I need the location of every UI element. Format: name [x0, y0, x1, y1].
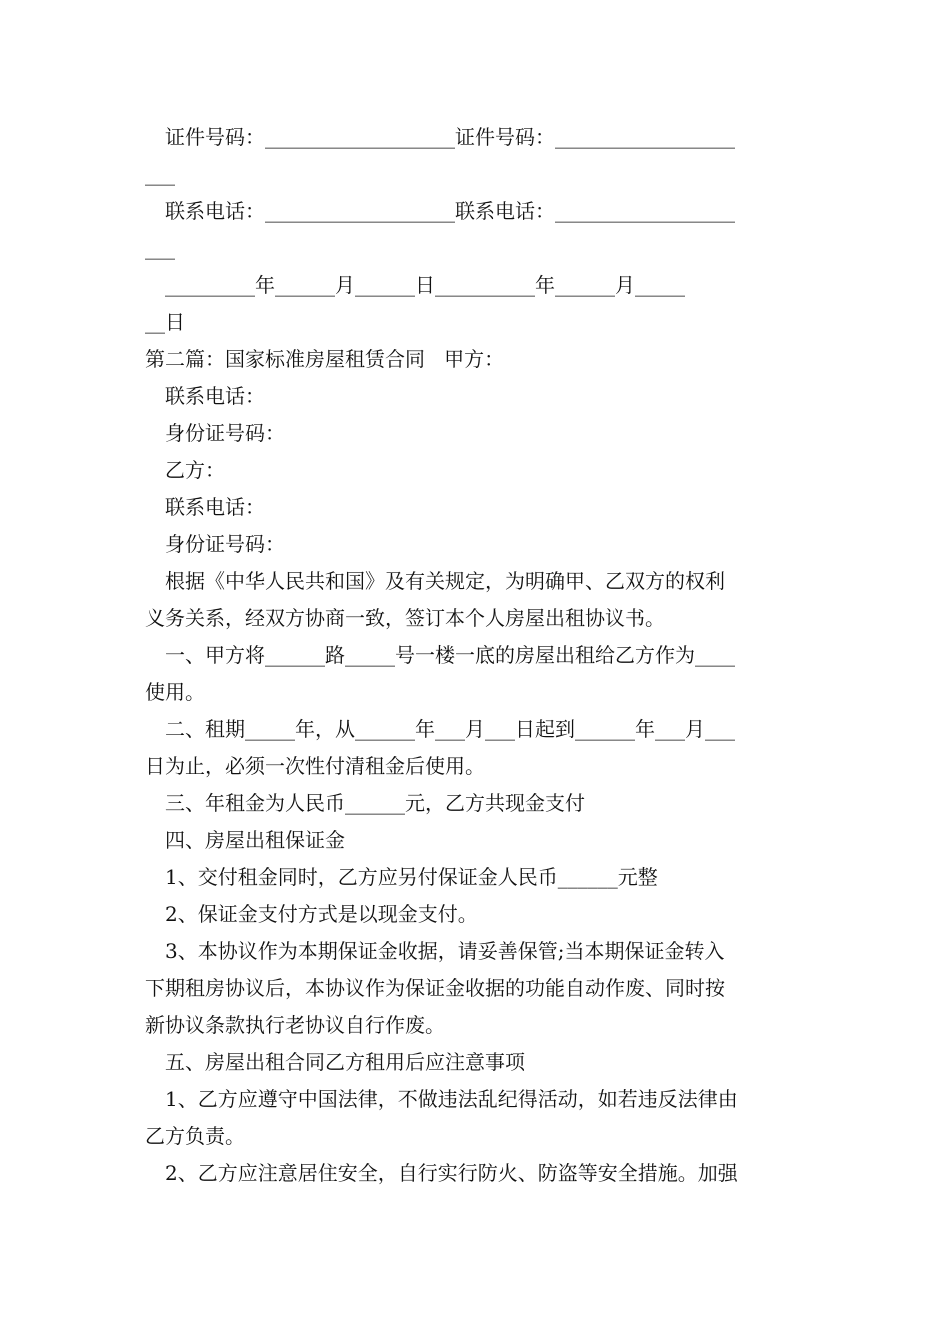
- text-line: [0, 937, 950, 965]
- line-text: 使用。: [145, 680, 205, 704]
- text-line: [0, 123, 950, 151]
- text-line: [0, 752, 950, 780]
- text-line: [0, 863, 950, 891]
- text-line: [0, 641, 950, 669]
- line-text: 根据《中华人民共和国》及有关规定，为明确甲、乙双方的权利: [165, 569, 725, 593]
- text-line: [0, 604, 950, 632]
- text-line: [0, 678, 950, 706]
- line-text: 乙方负责。: [145, 1124, 245, 1148]
- text-line: [0, 308, 950, 336]
- text-line: [0, 234, 950, 262]
- line-text: 身份证号码：: [165, 421, 285, 445]
- line-text: __日: [145, 310, 185, 334]
- line-text: 乙方：: [165, 458, 225, 482]
- section-heading: [0, 345, 950, 373]
- line-text: 1、乙方应遵守中国法律，不做违法乱纪得活动，如若违反法律由: [165, 1087, 738, 1111]
- line-text: 一、甲方将______路_____号一楼一底的房屋出租给乙方作为____: [165, 643, 735, 667]
- line-text: 第二篇：国家标准房屋租赁合同 甲方：: [145, 347, 505, 371]
- text-line: [0, 567, 950, 595]
- line-text: 义务关系，经双方协商一致，签订本个人房屋出租协议书。: [145, 606, 665, 630]
- line-text: 联系电话：: [165, 384, 265, 408]
- text-line: [0, 826, 950, 854]
- line-text: 下期租房协议后，本协议作为保证金收据的功能自动作废、同时按: [145, 976, 725, 1000]
- text-line: [0, 1085, 950, 1113]
- line-text: 三、年租金为人民币______元，乙方共现金支付: [165, 791, 585, 815]
- line-text: 四、房屋出租保证金: [165, 828, 345, 852]
- line-text: 新协议条款执行老协议自行作废。: [145, 1013, 445, 1037]
- text-line: [0, 160, 950, 188]
- text-line: [0, 900, 950, 928]
- line-text: 联系电话：___________________联系电话：__________________: [165, 199, 735, 223]
- line-text: 五、房屋出租合同乙方租用后应注意事项: [165, 1050, 525, 1074]
- text-line: [0, 1159, 950, 1187]
- line-text: 1、交付租金同时，乙方应另付保证金人民币______元整: [165, 865, 658, 889]
- text-line: [0, 493, 950, 521]
- line-text: 二、租期_____年，从______年___月___日起到______年___月___: [165, 717, 735, 741]
- line-text: 身份证号码：: [165, 532, 285, 556]
- text-line: [0, 197, 950, 225]
- line-text: 联系电话：: [165, 495, 265, 519]
- line-text: 证件号码：___________________证件号码：__________________: [165, 125, 735, 149]
- text-line: [0, 974, 950, 1002]
- text-line: [0, 382, 950, 410]
- text-line: [0, 530, 950, 558]
- line-text: 2、乙方应注意居住安全，自行实行防火、防盗等安全措施。加强: [165, 1161, 738, 1185]
- text-line: [0, 1048, 950, 1076]
- line-text: 日为止，必须一次性付清租金后使用。: [145, 754, 485, 778]
- line-text: 3、本协议作为本期保证金收据，请妥善保管;当本期保证金转入: [165, 939, 725, 963]
- text-line: [0, 271, 950, 299]
- text-line: [0, 456, 950, 484]
- line-text: ___: [145, 162, 175, 186]
- text-line: [0, 715, 950, 743]
- text-line: [0, 789, 950, 817]
- text-line: [0, 1011, 950, 1039]
- line-text: 2、保证金支付方式是以现金支付。: [165, 902, 478, 926]
- text-line: [0, 419, 950, 447]
- text-line: [0, 1122, 950, 1150]
- line-text: ___: [145, 236, 175, 260]
- line-text: _________年______月______日__________年______月_____: [165, 273, 685, 297]
